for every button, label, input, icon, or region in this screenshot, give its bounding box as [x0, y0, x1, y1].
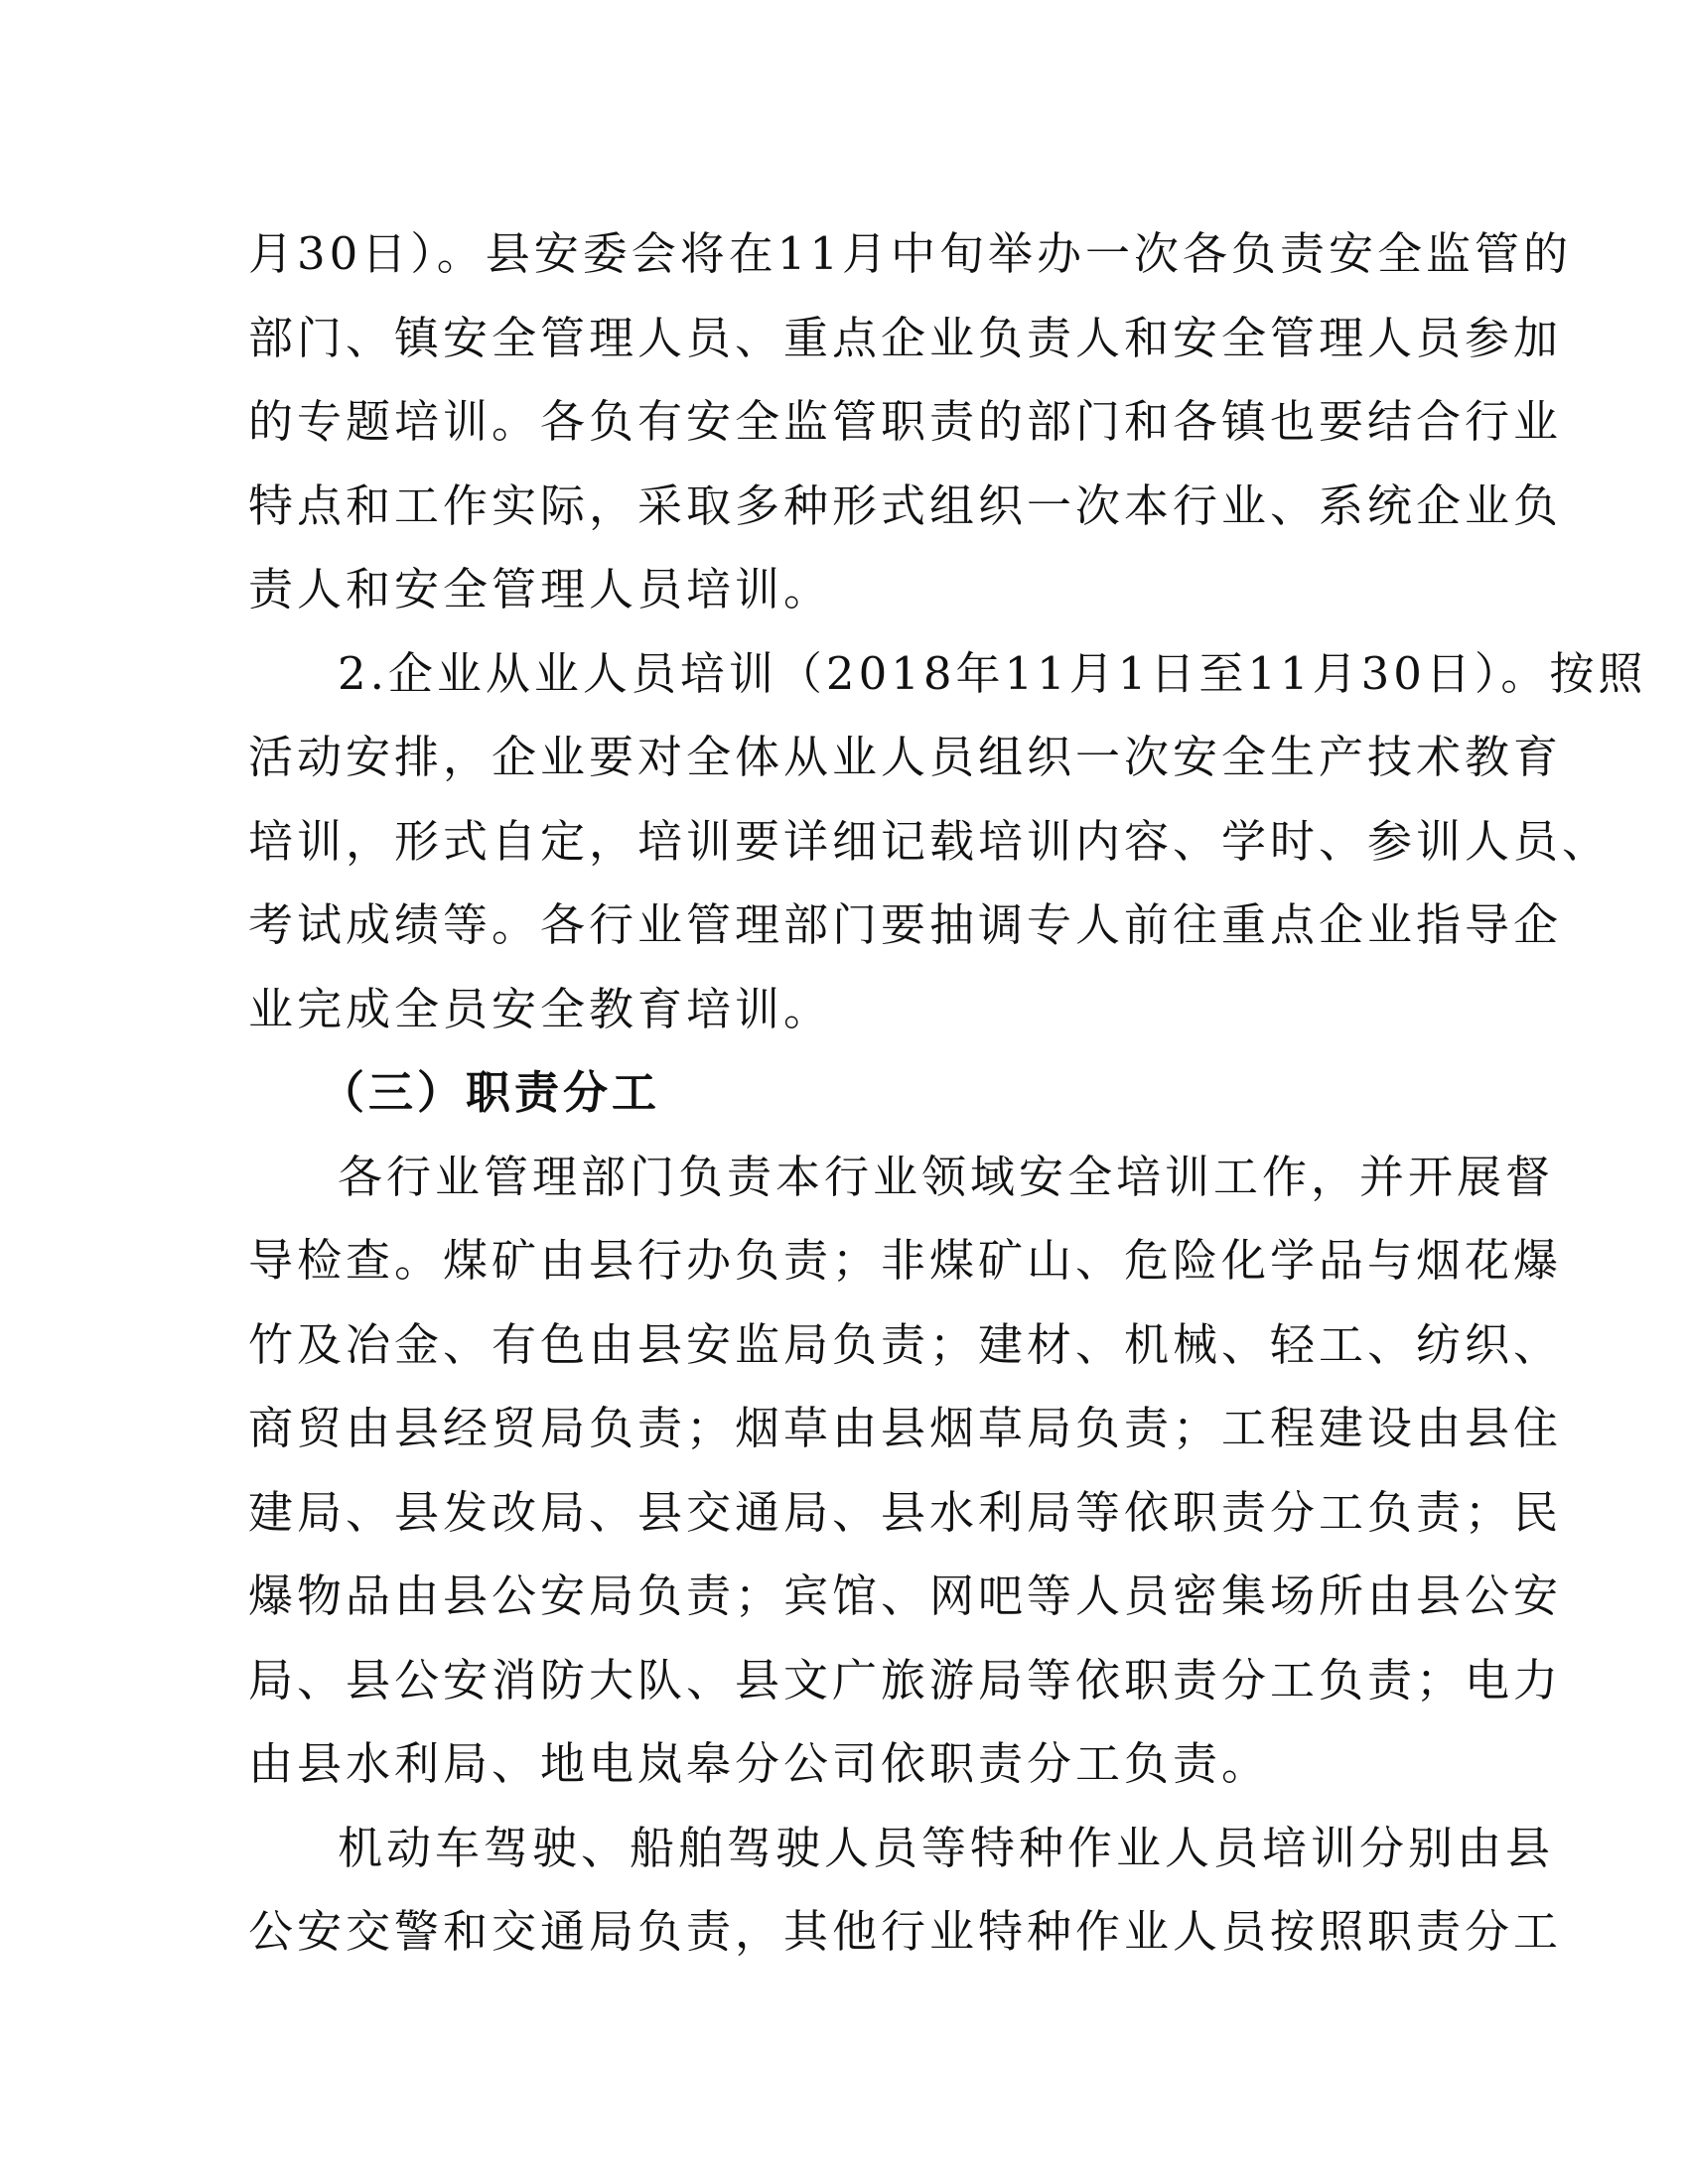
paragraph-line: 部门、镇安全管理人员、重点企业负责人和安全管理人员参加 [248, 311, 1563, 364]
paragraph-line: 局、县公安消防大队、县文广旅游局等依职责分工负责；电力 [248, 1653, 1563, 1706]
paragraph-line: 责人和安全管理人员培训。 [248, 563, 833, 615]
paragraph-line: 的专题培训。各负有安全监管职责的部门和各镇也要结合行业 [248, 395, 1563, 448]
paragraph-line: 机动车驾驶、船舶驾驶人员等特种作业人员培训分别由县 [338, 1821, 1555, 1874]
document-body [248, 212, 1647, 1975]
paragraph-line: 公安交警和交通局负责，其他行业特种作业人员按照职责分工 [248, 1905, 1563, 1958]
paragraph-line: 各行业管理部门负责本行业领域安全培训工作，并开展督 [338, 1150, 1555, 1203]
paragraph-line: 特点和工作实际，采取多种形式组织一次本行业、系统企业负 [248, 478, 1563, 532]
paragraph-line: 业完成全员安全教育培训。 [248, 982, 833, 1035]
paragraph-line: 导检查。煤矿由县行办负责；非煤矿山、危险化学品与烟花爆 [248, 1234, 1563, 1287]
paragraph-line: 考试成绩等。各行业管理部门要抽调专人前往重点企业指导企 [248, 898, 1563, 951]
paragraph-line: 爆物品由县公安局负责；宾馆、网吧等人员密集场所由县公安 [248, 1570, 1563, 1622]
paragraph-line: 2.企业从业人员培训（2018年11月1日至11月30日）。按照 [338, 646, 1647, 700]
paragraph-line: 商贸由县经贸局负责；烟草由县烟草局负责；工程建设由县住 [248, 1402, 1563, 1454]
paragraph-line: 由县水利局、地电岚皋分公司依职责分工负责。 [248, 1737, 1271, 1790]
paragraph-line: 月30日）。县安委会将在11月中旬举办一次各负责安全监管的 [248, 227, 1573, 280]
paragraph-line: 活动安排，企业要对全体从业人员组织一次安全生产技术教育 [248, 731, 1563, 783]
paragraph-line: 竹及冶金、有色由县安监局负责；建材、机械、轻工、纺织、 [248, 1317, 1563, 1371]
paragraph-line: 培训，形式自定，培训要详细记载培训内容、学时、参训人员、 [248, 814, 1612, 868]
paragraph-line: 建局、县发改局、县交通局、县水利局等依职责分工负责；民 [248, 1485, 1563, 1539]
section-heading: （三）职责分工 [320, 1066, 661, 1119]
